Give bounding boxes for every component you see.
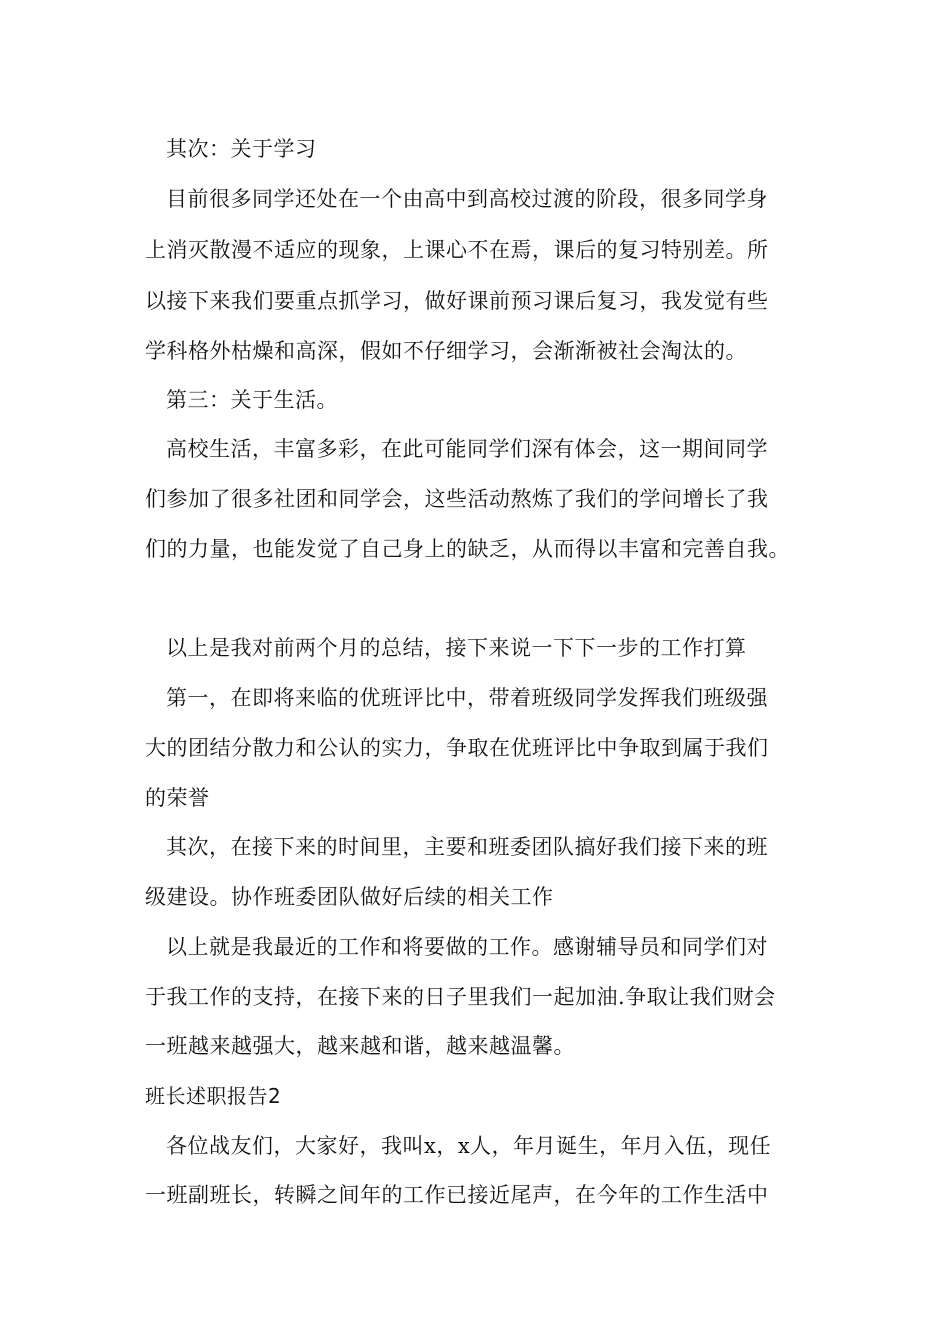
paragraph-line: 们的力量，也能发觉了自己身上的缺乏，从而得以丰富和完善自我。	[145, 537, 790, 561]
section-heading-life: 第三：关于生活。	[166, 388, 338, 412]
section-heading-study: 其次：关于学习	[166, 137, 317, 161]
paragraph-line: 的荣誉	[145, 786, 210, 810]
paragraph-line: 于我工作的支持，在接下来的日子里我们一起加油.争取让我们财会	[145, 985, 776, 1009]
paragraph-line: 其次，在接下来的时间里，主要和班委团队搞好我们接下来的班	[166, 835, 768, 859]
paragraph-line: 大的团结分散力和公认的实力，争取在优班评比中争取到属于我们	[145, 736, 769, 760]
paragraph-line: 们参加了很多社团和同学会，这些活动熬炼了我们的学问增长了我	[145, 487, 769, 511]
paragraph-line: 高校生活，丰富多彩，在此可能同学们深有体会，这一期间同学	[166, 437, 768, 461]
paragraph-line: 各位战友们，大家好，我叫x，x人，年月诞生，年月入伍，现任	[166, 1134, 772, 1158]
paragraph-line: 级建设。协作班委团队做好后续的相关工作	[145, 885, 554, 909]
paragraph-line: 学科格外枯燥和高深，假如不仔细学习，会渐渐被社会淘汰的。	[145, 339, 747, 363]
paragraph-line: 以接下来我们要重点抓学习，做好课前预习课后复习，我发觉有些	[145, 289, 769, 313]
paragraph-line: 一班副班长，转瞬之间年的工作已接近尾声，在今年的工作生活中	[145, 1183, 769, 1207]
report-title: 班长述职报告2	[145, 1084, 282, 1108]
paragraph-line: 以上是我对前两个月的总结，接下来说一下下一步的工作打算	[166, 636, 747, 660]
paragraph-line: 一班越来越强大，越来越和谐，越来越温馨。	[145, 1034, 575, 1058]
paragraph-line: 第一，在即将来临的优班评比中，带着班级同学发挥我们班级强	[166, 686, 768, 710]
paragraph-line: 目前很多同学还处在一个由高中到高校过渡的阶段，很多同学身	[166, 187, 768, 211]
paragraph-line: 以上就是我最近的工作和将要做的工作。感谢辅导员和同学们对	[166, 935, 768, 959]
paragraph-line: 上消灭散漫不适应的现象，上课心不在焉，课后的复习特别差。所	[145, 238, 769, 262]
